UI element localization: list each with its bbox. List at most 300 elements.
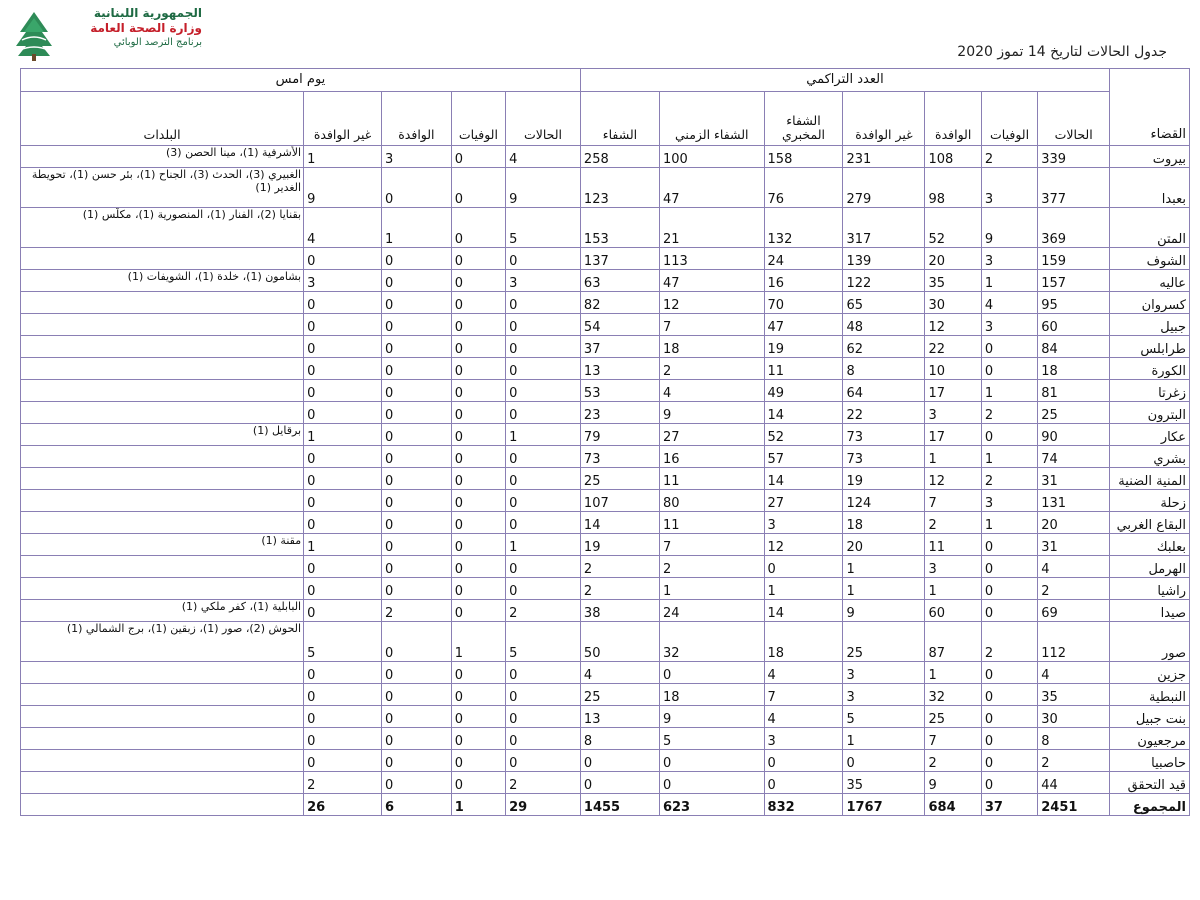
district-cell: راشيا xyxy=(1110,578,1190,600)
value-cell: 0 xyxy=(382,424,452,446)
district-cell: عكار xyxy=(1110,424,1190,446)
value-cell: 258 xyxy=(580,146,659,168)
value-cell: 1 xyxy=(981,446,1037,468)
value-cell: 0 xyxy=(506,706,581,728)
table-row xyxy=(21,512,1190,534)
value-cell: 1 xyxy=(981,380,1037,402)
district-cell: صور xyxy=(1110,622,1190,662)
value-cell: 1 xyxy=(925,578,981,600)
towns-cell xyxy=(21,772,304,794)
value-cell: 0 xyxy=(382,556,452,578)
value-cell: 0 xyxy=(451,380,505,402)
value-cell: 0 xyxy=(506,402,581,424)
value-cell: 0 xyxy=(506,512,581,534)
table-row xyxy=(21,622,1190,662)
value-cell: 1 xyxy=(304,534,382,556)
value-cell: 32 xyxy=(659,622,764,662)
value-cell: 0 xyxy=(451,358,505,380)
value-cell: 0 xyxy=(506,468,581,490)
value-cell: 0 xyxy=(506,556,581,578)
towns-cell xyxy=(21,750,304,772)
table-row xyxy=(21,208,1190,248)
value-cell: 2 xyxy=(981,468,1037,490)
value-cell: 0 xyxy=(382,728,452,750)
value-cell: 317 xyxy=(843,208,925,248)
value-cell: 1767 xyxy=(843,794,925,816)
value-cell: 20 xyxy=(1038,512,1110,534)
table-row xyxy=(21,684,1190,706)
district-cell: بشري xyxy=(1110,446,1190,468)
table-row xyxy=(21,424,1190,446)
towns-cell xyxy=(21,292,304,314)
towns-cell xyxy=(21,728,304,750)
value-cell: 20 xyxy=(843,534,925,556)
district-cell: البترون xyxy=(1110,402,1190,424)
value-cell: 0 xyxy=(304,314,382,336)
value-cell: 3 xyxy=(843,684,925,706)
value-cell: 14 xyxy=(764,600,843,622)
value-cell: 25 xyxy=(843,622,925,662)
value-cell: 0 xyxy=(304,578,382,600)
value-cell: 0 xyxy=(304,380,382,402)
value-cell: 2 xyxy=(925,512,981,534)
value-cell: 0 xyxy=(506,248,581,270)
value-cell: 73 xyxy=(580,446,659,468)
value-cell: 14 xyxy=(764,468,843,490)
value-cell: 0 xyxy=(506,750,581,772)
value-cell: 0 xyxy=(764,772,843,794)
value-cell: 81 xyxy=(1038,380,1110,402)
value-cell: 65 xyxy=(843,292,925,314)
value-cell: 124 xyxy=(843,490,925,512)
towns-cell: برقايل (1) xyxy=(21,424,304,446)
cases-table xyxy=(20,68,1190,816)
district-cell: طرابلس xyxy=(1110,336,1190,358)
district-cell: عاليه xyxy=(1110,270,1190,292)
value-cell: 0 xyxy=(382,578,452,600)
value-cell: 0 xyxy=(451,490,505,512)
towns-cell xyxy=(21,446,304,468)
value-cell: 2 xyxy=(1038,750,1110,772)
value-cell: 4 xyxy=(1038,662,1110,684)
value-cell: 0 xyxy=(382,706,452,728)
value-cell: 69 xyxy=(1038,600,1110,622)
value-cell: 0 xyxy=(451,248,505,270)
value-cell: 0 xyxy=(304,446,382,468)
value-cell: 4 xyxy=(304,208,382,248)
value-cell: 2 xyxy=(506,772,581,794)
value-cell: 159 xyxy=(1038,248,1110,270)
value-cell: 53 xyxy=(580,380,659,402)
value-cell: 0 xyxy=(506,292,581,314)
value-cell: 0 xyxy=(304,662,382,684)
column-header-towns: البلدات xyxy=(21,92,304,146)
value-cell: 60 xyxy=(925,600,981,622)
value-cell: 31 xyxy=(1038,534,1110,556)
column-header-row xyxy=(21,92,1190,146)
value-cell: 47 xyxy=(659,168,764,208)
value-cell: 5 xyxy=(304,622,382,662)
value-cell: 1 xyxy=(659,578,764,600)
value-cell: 0 xyxy=(764,556,843,578)
value-cell: 0 xyxy=(304,248,382,270)
value-cell: 684 xyxy=(925,794,981,816)
district-cell: الهرمل xyxy=(1110,556,1190,578)
table-body xyxy=(21,146,1190,816)
value-cell: 0 xyxy=(506,446,581,468)
table-row xyxy=(21,578,1190,600)
towns-cell xyxy=(21,248,304,270)
value-cell: 0 xyxy=(304,684,382,706)
value-cell: 0 xyxy=(304,336,382,358)
value-cell: 0 xyxy=(981,600,1037,622)
value-cell: 1 xyxy=(506,424,581,446)
value-cell: 0 xyxy=(451,600,505,622)
value-cell: 2 xyxy=(580,578,659,600)
column-header-time-recovery: الشفاء الزمني xyxy=(659,92,764,146)
value-cell: 80 xyxy=(659,490,764,512)
value-cell: 4 xyxy=(981,292,1037,314)
value-cell: 12 xyxy=(925,314,981,336)
value-cell: 12 xyxy=(764,534,843,556)
district-cell: جزين xyxy=(1110,662,1190,684)
value-cell: 47 xyxy=(764,314,843,336)
value-cell: 0 xyxy=(451,270,505,292)
value-cell: 279 xyxy=(843,168,925,208)
value-cell: 3 xyxy=(925,556,981,578)
district-cell: البقاع الغربي xyxy=(1110,512,1190,534)
value-cell: 90 xyxy=(1038,424,1110,446)
value-cell: 4 xyxy=(659,380,764,402)
table-row xyxy=(21,728,1190,750)
value-cell: 1 xyxy=(925,662,981,684)
value-cell: 16 xyxy=(659,446,764,468)
value-cell: 0 xyxy=(506,336,581,358)
towns-cell xyxy=(21,490,304,512)
value-cell: 132 xyxy=(764,208,843,248)
value-cell: 0 xyxy=(580,772,659,794)
value-cell: 84 xyxy=(1038,336,1110,358)
value-cell: 2 xyxy=(1038,578,1110,600)
value-cell: 49 xyxy=(764,380,843,402)
cedar-icon xyxy=(12,10,56,62)
logo-line3: برنامج الترصد الوبائي xyxy=(113,37,202,48)
value-cell: 11 xyxy=(764,358,843,380)
value-cell: 0 xyxy=(304,358,382,380)
value-cell: 377 xyxy=(1038,168,1110,208)
value-cell: 25 xyxy=(580,468,659,490)
logo-text xyxy=(62,6,202,50)
value-cell: 0 xyxy=(382,314,452,336)
group-header-row xyxy=(21,69,1190,92)
value-cell: 7 xyxy=(764,684,843,706)
district-cell: الكورة xyxy=(1110,358,1190,380)
towns-cell xyxy=(21,336,304,358)
logo-line1: الجمهورية اللبنانية xyxy=(93,6,202,20)
towns-cell xyxy=(21,402,304,424)
district-cell: زحلة xyxy=(1110,490,1190,512)
district-cell: مرجعيون xyxy=(1110,728,1190,750)
value-cell: 1 xyxy=(304,146,382,168)
value-cell: 62 xyxy=(843,336,925,358)
value-cell: 157 xyxy=(1038,270,1110,292)
value-cell: 19 xyxy=(843,468,925,490)
value-cell: 3 xyxy=(981,314,1037,336)
value-cell: 0 xyxy=(382,622,452,662)
value-cell: 7 xyxy=(659,314,764,336)
value-cell: 74 xyxy=(1038,446,1110,468)
value-cell: 0 xyxy=(304,728,382,750)
value-cell: 95 xyxy=(1038,292,1110,314)
value-cell: 0 xyxy=(981,358,1037,380)
value-cell: 0 xyxy=(304,600,382,622)
group-header-cumulative: العدد التراكمي xyxy=(580,69,1109,92)
value-cell: 0 xyxy=(659,772,764,794)
value-cell: 3 xyxy=(925,402,981,424)
value-cell: 0 xyxy=(659,662,764,684)
value-cell: 18 xyxy=(659,684,764,706)
value-cell: 1 xyxy=(506,534,581,556)
value-cell: 5 xyxy=(506,208,581,248)
table-row xyxy=(21,490,1190,512)
value-cell: 1 xyxy=(382,208,452,248)
value-cell: 0 xyxy=(506,684,581,706)
value-cell: 12 xyxy=(925,468,981,490)
value-cell: 0 xyxy=(382,248,452,270)
column-header-yesterday-deaths: الوفيات xyxy=(451,92,505,146)
value-cell: 0 xyxy=(580,750,659,772)
value-cell: 0 xyxy=(451,772,505,794)
value-cell: 29 xyxy=(506,794,581,816)
value-cell: 2 xyxy=(506,600,581,622)
value-cell: 0 xyxy=(304,468,382,490)
value-cell: 13 xyxy=(580,706,659,728)
value-cell: 137 xyxy=(580,248,659,270)
value-cell: 1 xyxy=(764,578,843,600)
value-cell: 73 xyxy=(843,424,925,446)
value-cell: 0 xyxy=(304,490,382,512)
district-cell: جبيل xyxy=(1110,314,1190,336)
table-row xyxy=(21,556,1190,578)
value-cell: 3 xyxy=(304,270,382,292)
value-cell: 9 xyxy=(981,208,1037,248)
towns-cell: مقنة (1) xyxy=(21,534,304,556)
value-cell: 100 xyxy=(659,146,764,168)
value-cell: 0 xyxy=(659,750,764,772)
value-cell: 35 xyxy=(843,772,925,794)
district-cell: المنية الضنية xyxy=(1110,468,1190,490)
value-cell: 131 xyxy=(1038,490,1110,512)
value-cell: 35 xyxy=(925,270,981,292)
value-cell: 47 xyxy=(659,270,764,292)
value-cell: 0 xyxy=(506,314,581,336)
table-row xyxy=(21,380,1190,402)
value-cell: 26 xyxy=(304,794,382,816)
district-cell: قيد التحقق xyxy=(1110,772,1190,794)
value-cell: 60 xyxy=(1038,314,1110,336)
district-cell: المجموع xyxy=(1110,794,1190,816)
value-cell: 2451 xyxy=(1038,794,1110,816)
value-cell: 0 xyxy=(451,684,505,706)
value-cell: 369 xyxy=(1038,208,1110,248)
column-header-non-imported: غير الوافدة xyxy=(843,92,925,146)
district-cell: بعبدا xyxy=(1110,168,1190,208)
total-row xyxy=(21,794,1190,816)
value-cell: 1 xyxy=(843,556,925,578)
towns-cell: الأشرفية (1)، مينا الحصن (3) xyxy=(21,146,304,168)
column-header-deaths: الوفيات xyxy=(981,92,1037,146)
value-cell: 0 xyxy=(382,380,452,402)
value-cell: 48 xyxy=(843,314,925,336)
value-cell: 0 xyxy=(506,662,581,684)
value-cell: 3 xyxy=(382,146,452,168)
value-cell: 70 xyxy=(764,292,843,314)
towns-cell xyxy=(21,684,304,706)
value-cell: 32 xyxy=(925,684,981,706)
towns-cell xyxy=(21,380,304,402)
value-cell: 0 xyxy=(451,750,505,772)
value-cell: 0 xyxy=(981,662,1037,684)
district-cell: زغرتا xyxy=(1110,380,1190,402)
towns-cell xyxy=(21,662,304,684)
value-cell: 0 xyxy=(451,146,505,168)
value-cell: 2 xyxy=(981,402,1037,424)
towns-cell xyxy=(21,578,304,600)
value-cell: 3 xyxy=(506,270,581,292)
value-cell: 27 xyxy=(659,424,764,446)
towns-cell: بشامون (1)، خلدة (1)، الشويفات (1) xyxy=(21,270,304,292)
table-row xyxy=(21,706,1190,728)
district-cell: حاصبيا xyxy=(1110,750,1190,772)
value-cell: 0 xyxy=(382,534,452,556)
value-cell: 6 xyxy=(382,794,452,816)
value-cell: 4 xyxy=(506,146,581,168)
value-cell: 17 xyxy=(925,424,981,446)
value-cell: 63 xyxy=(580,270,659,292)
district-cell: النبطية xyxy=(1110,684,1190,706)
value-cell: 64 xyxy=(843,380,925,402)
value-cell: 35 xyxy=(1038,684,1110,706)
value-cell: 11 xyxy=(925,534,981,556)
value-cell: 0 xyxy=(382,750,452,772)
value-cell: 0 xyxy=(382,772,452,794)
value-cell: 4 xyxy=(764,706,843,728)
value-cell: 1 xyxy=(843,578,925,600)
table-row xyxy=(21,336,1190,358)
value-cell: 0 xyxy=(304,402,382,424)
column-header-yesterday-non-imported: غير الوافدة xyxy=(304,92,382,146)
value-cell: 37 xyxy=(580,336,659,358)
value-cell: 0 xyxy=(382,336,452,358)
value-cell: 2 xyxy=(925,750,981,772)
value-cell: 4 xyxy=(580,662,659,684)
towns-cell: البابلية (1)، كفر ملكي (1) xyxy=(21,600,304,622)
district-cell: بيروت xyxy=(1110,146,1190,168)
value-cell: 9 xyxy=(506,168,581,208)
value-cell: 11 xyxy=(659,468,764,490)
value-cell: 1 xyxy=(451,794,505,816)
value-cell: 50 xyxy=(580,622,659,662)
value-cell: 24 xyxy=(659,600,764,622)
value-cell: 0 xyxy=(506,728,581,750)
value-cell: 0 xyxy=(382,270,452,292)
value-cell: 4 xyxy=(1038,556,1110,578)
value-cell: 231 xyxy=(843,146,925,168)
value-cell: 18 xyxy=(843,512,925,534)
value-cell: 0 xyxy=(304,556,382,578)
value-cell: 27 xyxy=(764,490,843,512)
value-cell: 0 xyxy=(506,490,581,512)
value-cell: 0 xyxy=(451,468,505,490)
value-cell: 9 xyxy=(659,706,764,728)
value-cell: 0 xyxy=(382,168,452,208)
value-cell: 122 xyxy=(843,270,925,292)
district-cell: بعلبك xyxy=(1110,534,1190,556)
value-cell: 3 xyxy=(764,512,843,534)
value-cell: 1 xyxy=(981,512,1037,534)
column-header-yesterday-imported: الوافدة xyxy=(382,92,452,146)
table-row xyxy=(21,446,1190,468)
value-cell: 4 xyxy=(764,662,843,684)
table-row xyxy=(21,402,1190,424)
value-cell: 0 xyxy=(764,750,843,772)
column-header-district: القضاء xyxy=(1110,69,1190,146)
district-cell: المتن xyxy=(1110,208,1190,248)
towns-cell xyxy=(21,468,304,490)
value-cell: 57 xyxy=(764,446,843,468)
column-header-imported: الوافدة xyxy=(925,92,981,146)
value-cell: 0 xyxy=(506,578,581,600)
value-cell: 2 xyxy=(981,622,1037,662)
value-cell: 0 xyxy=(451,424,505,446)
value-cell: 0 xyxy=(451,402,505,424)
value-cell: 12 xyxy=(659,292,764,314)
value-cell: 2 xyxy=(382,600,452,622)
table-row xyxy=(21,358,1190,380)
value-cell: 5 xyxy=(659,728,764,750)
value-cell: 3 xyxy=(843,662,925,684)
value-cell: 0 xyxy=(981,772,1037,794)
value-cell: 0 xyxy=(451,706,505,728)
value-cell: 17 xyxy=(925,380,981,402)
value-cell: 23 xyxy=(580,402,659,424)
value-cell: 79 xyxy=(580,424,659,446)
value-cell: 9 xyxy=(659,402,764,424)
value-cell: 0 xyxy=(843,750,925,772)
value-cell: 19 xyxy=(764,336,843,358)
value-cell: 1 xyxy=(981,270,1037,292)
value-cell: 0 xyxy=(981,336,1037,358)
table-row xyxy=(21,292,1190,314)
value-cell: 11 xyxy=(659,512,764,534)
value-cell: 8 xyxy=(580,728,659,750)
value-cell: 8 xyxy=(843,358,925,380)
value-cell: 158 xyxy=(764,146,843,168)
value-cell: 0 xyxy=(451,534,505,556)
value-cell: 0 xyxy=(451,512,505,534)
value-cell: 52 xyxy=(764,424,843,446)
value-cell: 14 xyxy=(764,402,843,424)
value-cell: 0 xyxy=(382,490,452,512)
value-cell: 0 xyxy=(981,684,1037,706)
value-cell: 0 xyxy=(981,556,1037,578)
value-cell: 0 xyxy=(382,358,452,380)
towns-cell xyxy=(21,358,304,380)
value-cell: 153 xyxy=(580,208,659,248)
value-cell: 2 xyxy=(580,556,659,578)
table-row xyxy=(21,248,1190,270)
table-row xyxy=(21,468,1190,490)
